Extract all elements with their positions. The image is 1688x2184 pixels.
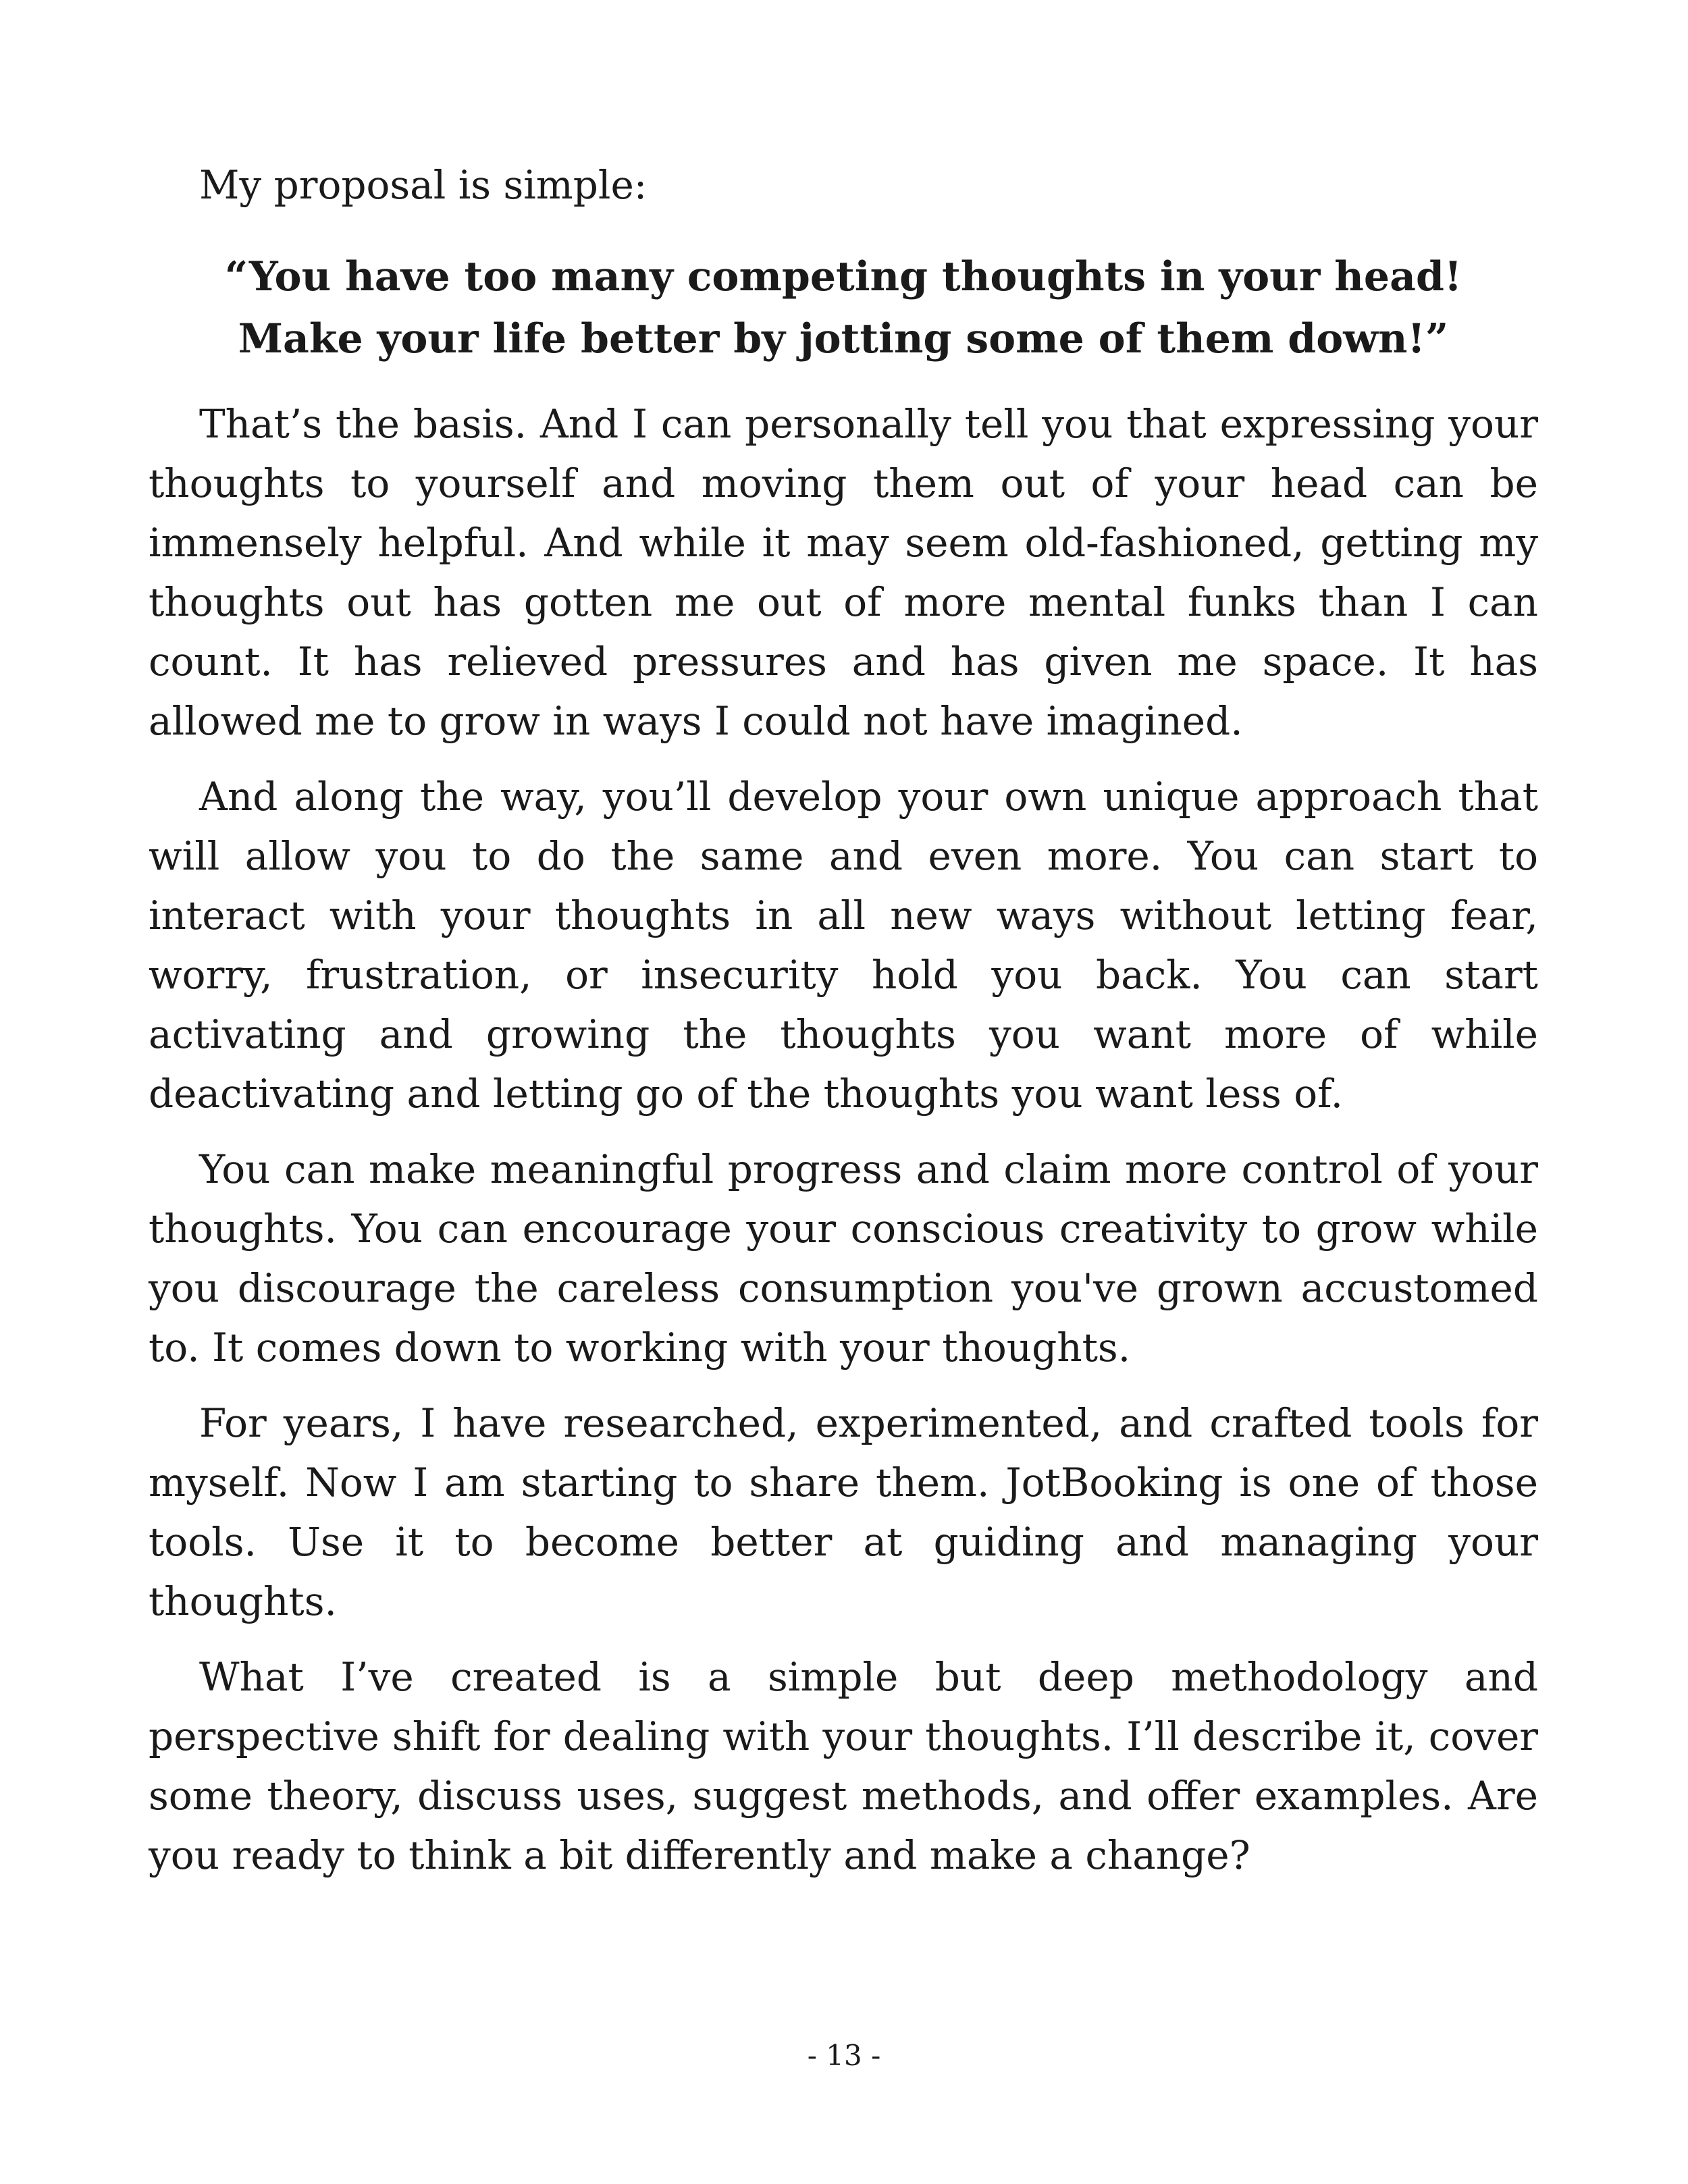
page-number: - 13 - [807, 2039, 881, 2072]
pull-quote: “You have too many competing thoughts in your head! Make your life better by jotting some of them down!” [224, 253, 1462, 363]
page-body [149, 155, 1538, 1901]
body-paragraph-2: And along the way, you’ll develop your own unique approach that will allow you to do the same and even more. You can start to interact with your thoughts in all new ways without letting fear, worry, frustration, or insecurity hold you back. You can start activating and growing the thoughts you want more of while deactivating and letting go of the thoughts you want less of. [149, 774, 1538, 1117]
body-paragraph-3: You can make meaningful progress and claim more control of your thoughts. You can encourage your conscious creativity to grow while you discourage the careless consumption you've grown accustomed to. It comes down to working with your thoughts. [149, 1146, 1538, 1370]
body-paragraph-5: What I’ve created is a simple but deep methodology and perspective shift for dealing with your thoughts. I’ll describe it, cover some theory, discuss uses, suggest methods, and offer examples. Are you ready to think a bit differently and make a change? [149, 1654, 1538, 1878]
body-paragraph-1: That’s the basis. And I can personally tell you that expressing your thoughts to yourself and moving them out of your head can be immensely helpful. And while it may seem old-fashioned, getting my thoughts out has gotten me out of more mental funks than I can count. It has relieved pressures and has given me space. It has allowed me to grow in ways I could not have imagined. [149, 401, 1538, 744]
body-paragraph-4: For years, I have researched, experimented, and crafted tools for myself. Now I am starting to share them. JotBooking is one of those tools. Use it to become better at guiding and managing your thoughts. [149, 1400, 1538, 1624]
intro-line: My proposal is simple: [199, 162, 648, 208]
